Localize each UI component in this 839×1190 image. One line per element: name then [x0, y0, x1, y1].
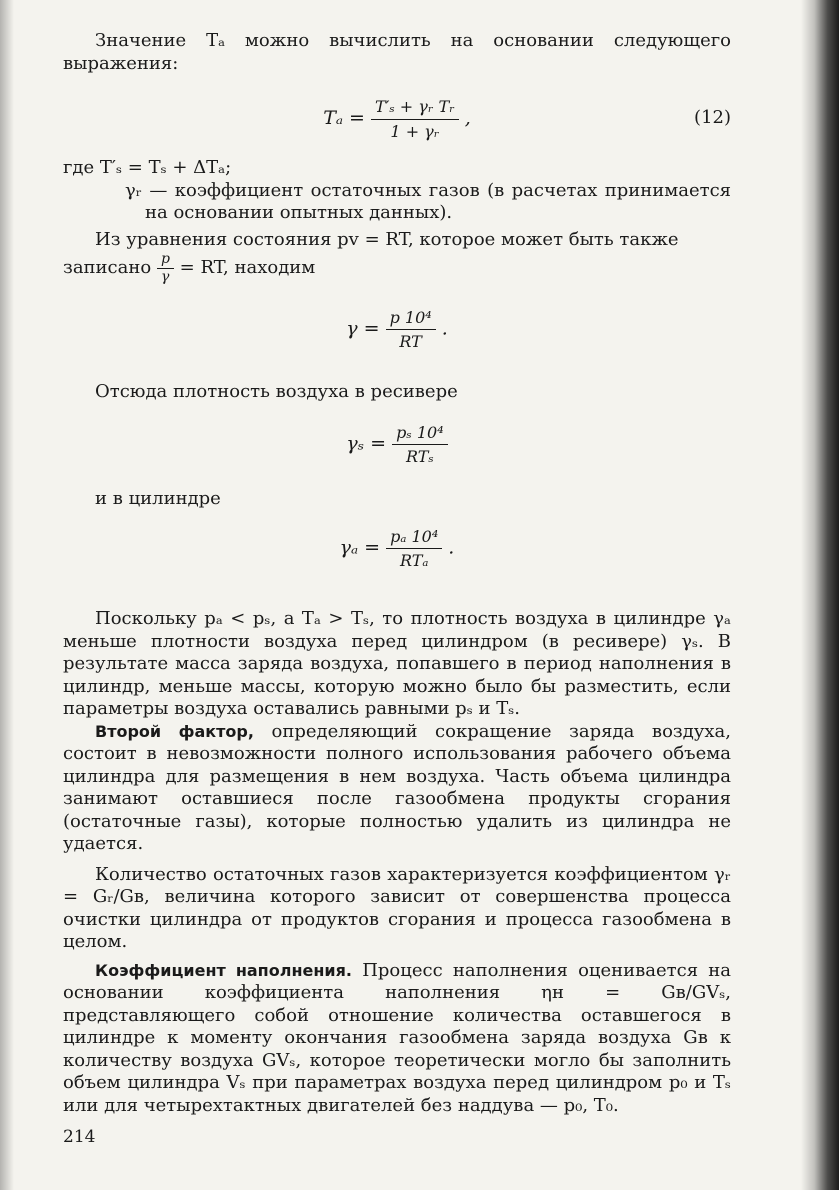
gamma-definition: γᵣ — коэффициент остаточных газов (в расчетах принимается на основании опытных данных). — [125, 179, 731, 223]
second-factor-text: определяющий сокращение заряда воздуха, состоит в невозможности полного использования рабочего объема цилиндра для размещения в нем воздуха. Часть объема цилиндра занимают оставшиеся после газообмена продукты сгорания (остаточные газы), которые полностью удалить из цилиндра не удается. — [63, 720, 732, 854]
equation-number: (12) — [694, 107, 731, 128]
formula-12-tail: , — [464, 107, 471, 129]
formula-12 — [63, 89, 731, 147]
formula-12-numerator: T′ₛ + γᵣ Tᵣ — [375, 96, 455, 116]
formula-gamma-a-numerator: pₐ 10⁴ — [390, 527, 439, 546]
formula-gamma-s-numerator: pₛ 10⁴ — [396, 422, 444, 442]
p-over-gamma-denominator: γ — [157, 268, 174, 285]
formula-gamma-a-fraction — [386, 526, 442, 571]
formula-gamma-lhs: γ = — [346, 317, 380, 340]
second-factor-paragraph — [63, 721, 731, 856]
formula-gamma — [63, 307, 731, 359]
page-left-shadow — [0, 0, 14, 1190]
formula-gamma-fraction — [386, 307, 436, 352]
residual-gases-paragraph: Количество остаточных газов характеризуется коэффициентом γᵣ = Gᵣ/Gв, величина которого зависит от совершенства процесса очистки цилиндра от продуктов сгорания и процесса газообмена в целом. — [63, 863, 731, 952]
filling-coefficient-heading: Коэффициент наполнения. — [95, 960, 352, 980]
formula-gamma-numerator: p 10⁴ — [389, 308, 432, 327]
page-right-shadow — [801, 0, 839, 1190]
find-text: = RT, находим — [179, 257, 316, 278]
formula-gamma-s-lhs: γₛ = — [346, 432, 387, 454]
second-factor-heading: Второй фактор, — [95, 721, 254, 741]
written-as-text: записано — [63, 257, 152, 278]
formula-gamma-a-tail: . — [448, 536, 455, 559]
filling-coefficient-text: Процесс наполнения оценивается на основании коэффициента наполнения ηн = Gв/GVₛ, представляющего собой отношение количества оставшегося в цилиндре к моменту окончания газообмена заряда воздуха Gв к количеству воздуха GVₛ, которое теоретически могло бы заполнить объем цилиндра Vₛ при параметрах воздуха перед цилиндром p₀ и Tₛ или для четырехтактных двигателей без наддува — p₀, T₀. — [63, 959, 732, 1116]
receiver-density-line: Отсюда плотность воздуха в ресивере — [95, 381, 458, 402]
state-equation-line: Из уравнения состояния pv = RT, которое может быть также — [95, 228, 679, 250]
formula-12-denominator: 1 + γᵣ — [371, 119, 459, 143]
p-over-gamma-numerator: p — [160, 250, 170, 267]
since-paragraph: Поскольку pₐ < pₛ, а Tₐ > Tₛ, то плотность воздуха в цилиндре γₐ меньше плотности воздуха перед цилиндром (в ресивере) γₛ. В результате масса заряда воздуха, попавшего в период наполнения в цилиндр, меньше массы, которую можно было бы разместить, если параметры воздуха оставались равными pₛ и Tₛ. — [63, 608, 731, 719]
formula-gamma-tail: . — [441, 317, 448, 340]
book-page — [63, 30, 731, 1147]
formula-12-fraction — [371, 96, 459, 143]
formula-gamma-s-fraction — [392, 422, 448, 467]
formula-gamma-a-denominator: RTₐ — [386, 548, 442, 571]
formula-gamma-a-lhs: γₐ = — [339, 536, 381, 559]
formula-gamma-denominator: RT — [386, 329, 436, 352]
formula-gamma-a — [63, 526, 731, 582]
formula-gamma-s — [63, 422, 731, 474]
p-over-gamma-fraction — [157, 252, 174, 285]
cylinder-line: и в цилиндре — [95, 487, 221, 509]
where-line: где T′ₛ = Tₛ + ΔTₐ; — [63, 157, 232, 178]
formula-12-lhs: Tₐ = — [323, 107, 365, 129]
page-number: 214 — [63, 1127, 96, 1147]
filling-coefficient-paragraph — [63, 960, 731, 1118]
intro-paragraph: Значение Tₐ можно вычислить на основании следующего выражения: — [63, 30, 731, 74]
state-equation-line-2 — [63, 251, 731, 285]
formula-gamma-s-denominator: RTₛ — [392, 444, 448, 467]
